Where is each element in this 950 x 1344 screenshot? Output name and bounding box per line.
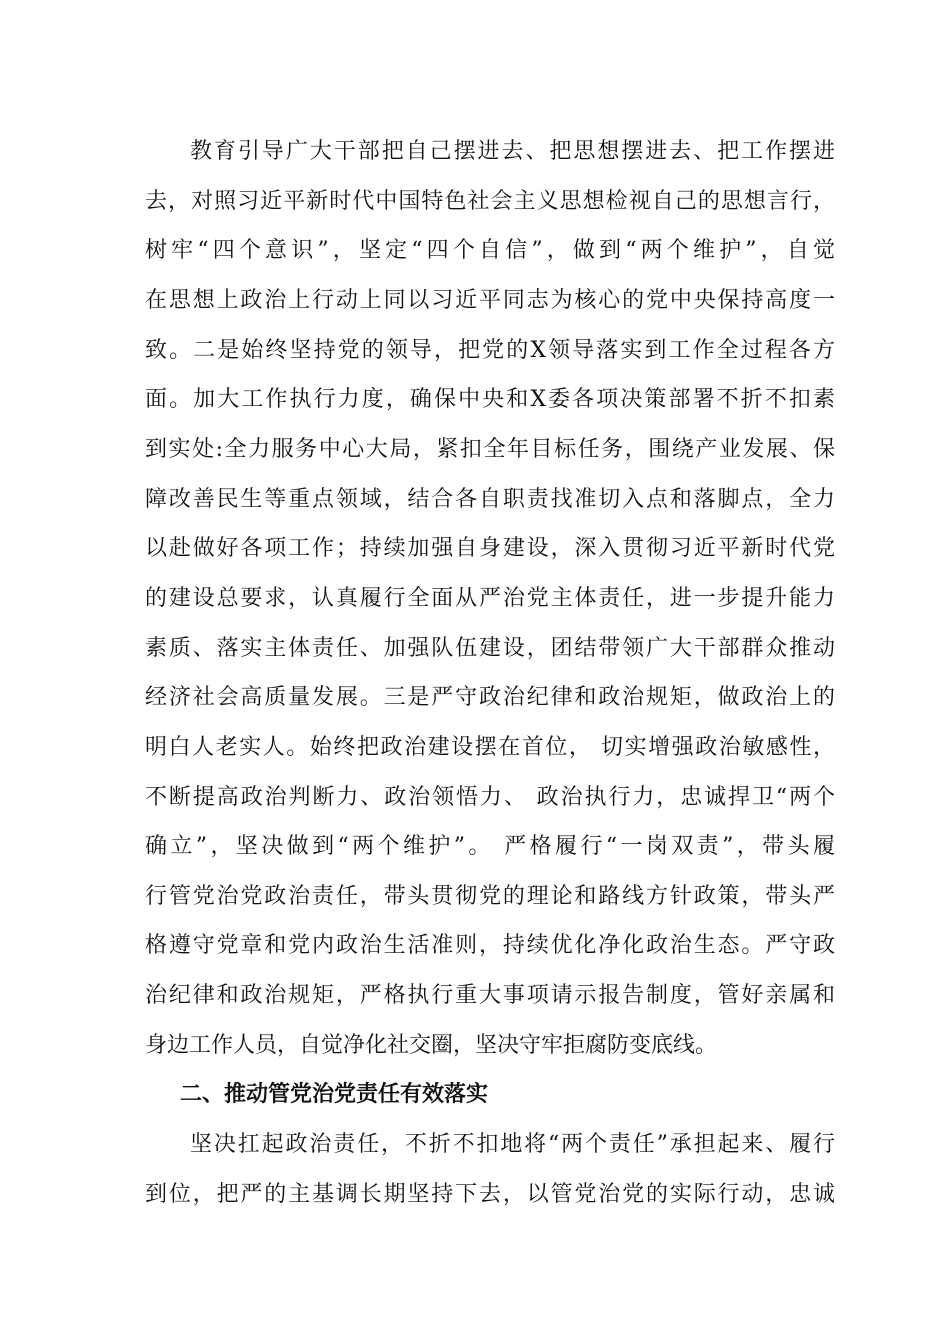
paragraph-2-line-2: 到位，把严的主基调长期坚持下去，以管党治党的实际行动，忠诚	[145, 1182, 835, 1207]
paragraph-1-line-11: 素质、落实主体责任、加强队伍建设，团结带领广大干部群众推动	[145, 636, 835, 661]
paragraph-1-line-5: 致。二是始终坚持党的领导，把党的X领导落实到工作全过程各方	[145, 338, 835, 363]
paragraph-1-line-9: 以赴做好各项工作；持续加强自身建设，深入贯彻习近平新时代党	[145, 536, 835, 561]
paragraph-1-line-13: 明白人老实人。始终把政治建设摆在首位， 切实增强政治敏感性，	[145, 735, 835, 760]
paragraph-1-line-8: 障改善民生等重点领域，结合各自职责找准切入点和落脚点，全力	[145, 487, 835, 512]
paragraph-1-line-3: 树牢“四个意识”，坚定“四个自信”，做到“两个维护”，自觉	[145, 238, 835, 263]
paragraph-1-line-17: 格遵守党章和党内政治生活准则，持续优化净化政治生态。严守政	[145, 933, 835, 958]
paragraph-1-line-10: 的建设总要求，认真履行全面从严治党主体责任，进一步提升能力	[145, 586, 835, 611]
paragraph-1-line-16: 行管党治党政治责任，带头贯彻党的理论和路线方针政策，带头严	[145, 884, 835, 909]
paragraph-1-line-19: 身边工作人员，自觉净化社交圈，坚决守牢拒腐防变底线。	[145, 1033, 718, 1058]
paragraph-1-line-14: 不断提高政治判断力、政治领悟力、 政治执行力，忠诚捍卫“两个	[145, 785, 835, 810]
section-heading: 二、推动管党治党责任有效落实	[180, 1082, 489, 1107]
paragraph-1-line-2: 去，对照习近平新时代中国特色社会主义思想检视自己的思想言行，	[145, 189, 835, 214]
paragraph-1-line-1: 教育引导广大干部把自己摆进去、把思想摆进去、把工作摆进	[190, 139, 835, 164]
paragraph-2-line-1: 坚决扛起政治责任，不折不扣地将“两个责任”承担起来、履行	[190, 1132, 835, 1157]
paragraph-1-line-18: 治纪律和政治规矩，严格执行重大事项请示报告制度，管好亲属和	[145, 983, 835, 1008]
paragraph-1-line-15: 确立”，坚决做到“两个维护”。 严格履行“一岗双责”，带头履	[145, 834, 835, 859]
paragraph-1-line-12: 经济社会高质量发展。三是严守政治纪律和政治规矩，做政治上的	[145, 685, 835, 710]
paragraph-1-line-6: 面。加大工作执行力度，确保中央和X委各项决策部署不折不扣素	[145, 387, 835, 412]
paragraph-1-line-7: 到实处:全力服务中心大局，紧扣全年目标任务，围绕产业发展、保	[145, 437, 835, 462]
paragraph-1-line-4: 在思想上政治上行动上同以习近平同志为核心的党中央保持高度一	[145, 288, 835, 313]
